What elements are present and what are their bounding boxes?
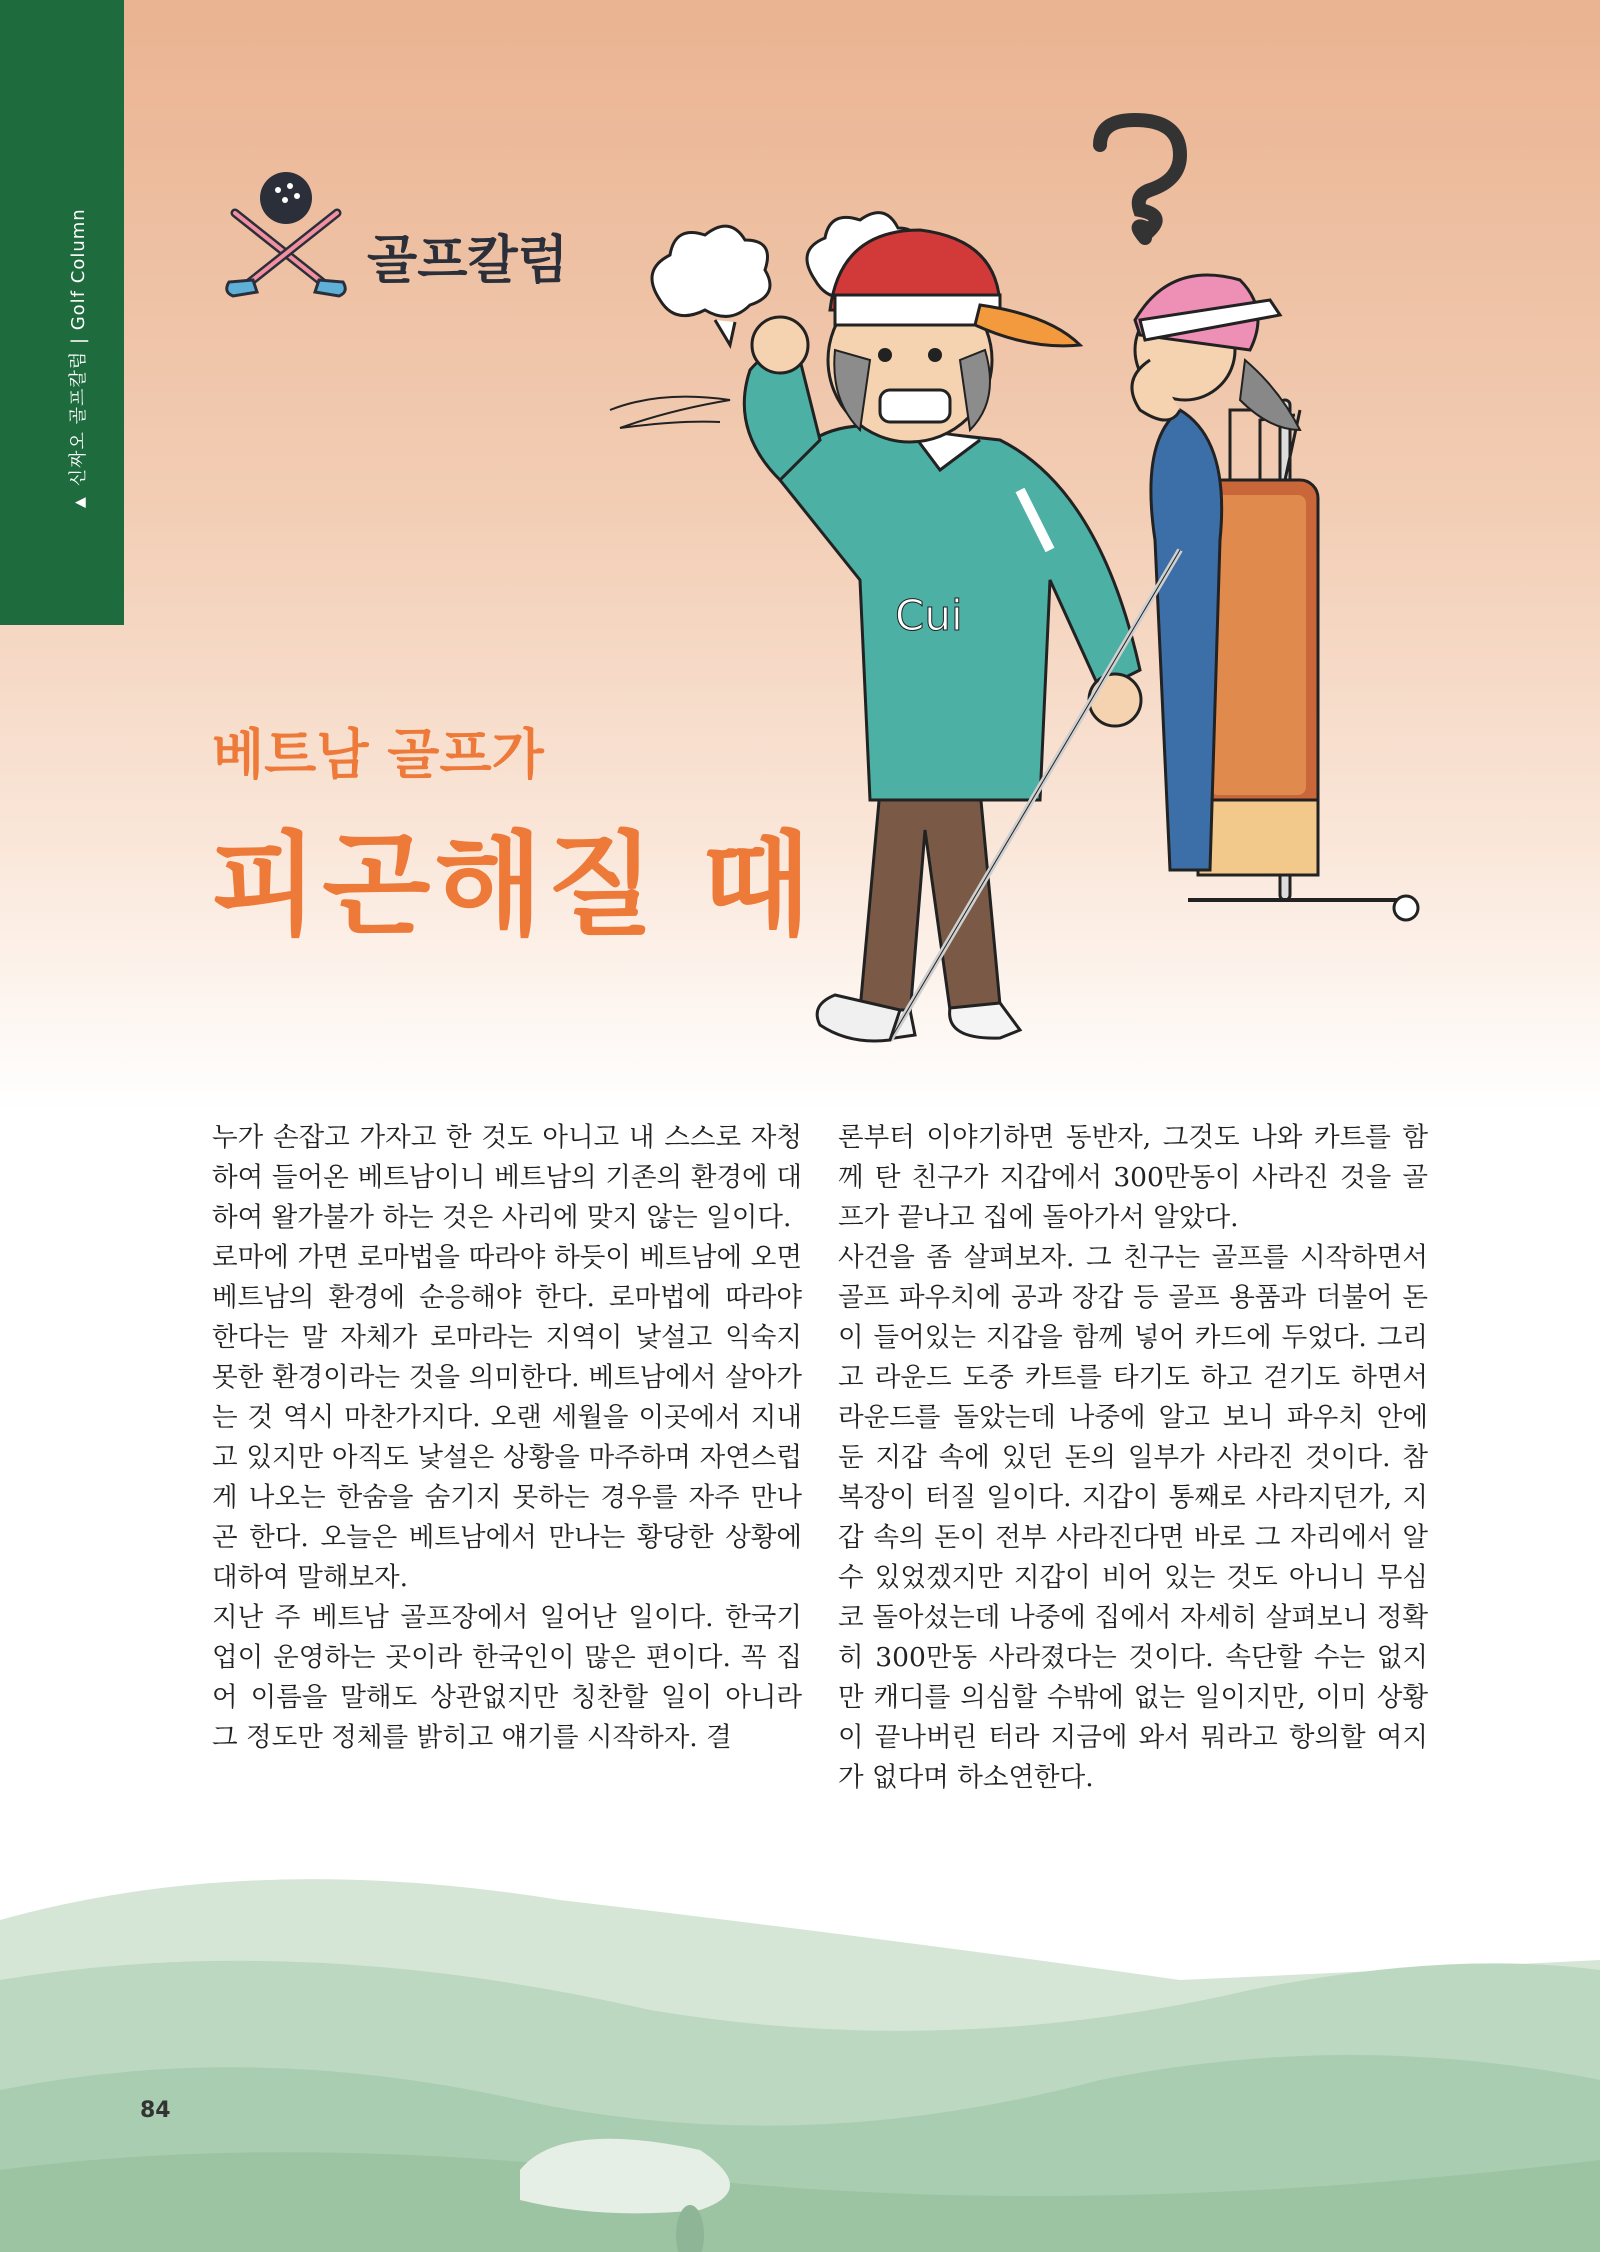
golfer-figure xyxy=(744,230,1180,1041)
question-mark xyxy=(1100,120,1180,238)
cartoon-illustration xyxy=(580,110,1460,1070)
body-column-right xyxy=(838,1118,1428,1798)
mountain-icon: ▲ xyxy=(72,496,88,508)
section-side-tab xyxy=(0,0,124,625)
shirt-logo: Cui xyxy=(895,591,963,640)
column-title: 골프칼럼 xyxy=(367,231,568,291)
page-number: 84 xyxy=(140,2098,171,2123)
golf-bag xyxy=(1188,400,1418,920)
body-paragraph: 지난 주 베트남 골프장에서 일어난 일이다. 한국기업이 운영하는 곳이라 한국인이 많은 편이다. 꼭 집어 이름을 말해도 상관없지만 칭찬할 일이 아니라 그 정도만 정체를 밝히고 얘기를 시작하자. 결 xyxy=(212,1602,802,1753)
right-margin xyxy=(1600,0,1623,2252)
body-paragraph: 론부터 이야기하면 동반자, 그것도 나와 카트를 함께 탄 친구가 지갑에서 300만동이 사라진 것을 골프가 끝나고 집에 돌아가서 알았다. xyxy=(838,1122,1428,1233)
body-paragraph: 사건을 좀 살펴보자. 그 친구는 골프를 시작하면서 골프 파우치에 공과 장갑 등 골프 용품과 더불어 돈이 들어있는 지갑을 함께 넣어 카드에 두었다. 그리고 라운드 도중 카트를 타기도 하고 걷기도 하면서 라운드를 돌았는데 나중에 알고 보니 파우치 안에 둔 지갑 속에 있던 돈의 일부가 사라진 것이다. 참 복장이 터질 일이다. 지갑이 통째로 사라지던가, 지갑 속의 돈이 전부 사라진다면 바로 그 자리에서 알 수 있었겠지만 지갑이 비어 있는 것도 아니니 무심코 돌아섰는데 나중에 집에서 자세히 살펴보니 정확히 300만동 사라졌다는 것이다. 속단할 수는 없지만 캐디를 의심할 수밖에 없는 일이지만, 이미 상황이 끝나버린 터라 지금에 와서 뭐라고 항의할 여지가 없다며 하소연한다. xyxy=(838,1242,1428,1793)
side-tab-label: 신짜오 골프칼럼 | Golf Column xyxy=(68,208,89,487)
body-paragraph: 누가 손잡고 가자고 한 것도 아니고 내 스스로 자청하여 들어온 베트남이니 베트남의 기존의 환경에 대하여 왈가불가 하는 것은 사리에 맞지 않는 일이다. xyxy=(212,1122,802,1233)
side-tab-label-wrap xyxy=(64,208,90,508)
golf-clubs-ball-icon xyxy=(215,168,355,308)
headline-title: 피곤해질 때 xyxy=(210,821,814,951)
headline-subtitle: 베트남 골프가 xyxy=(212,723,544,786)
body-column-left xyxy=(212,1118,802,1758)
body-paragraph: 로마에 가면 로마법을 따라야 하듯이 베트남에 오면 베트남의 환경에 순응해야 한다. 로마법에 따라야 한다는 말 자체가 로마라는 지역이 낯설고 익숙지 못한 환경이라는 것을 의미한다. 베트남에서 살아가는 것 역시 마찬가지다. 오랜 세월을 이곳에서 지내고 있지만 아직도 낯설은 상황을 마주하며 자연스럽게 나오는 한숨을 숨기지 못하는 경우를 자주 만나곤 한다. 오늘은 베트남에서 만나는 황당한 상황에 대하여 말해보자. xyxy=(212,1242,802,1593)
golf-course-landscape xyxy=(0,1860,1600,2252)
steam-cloud-left xyxy=(652,226,770,345)
